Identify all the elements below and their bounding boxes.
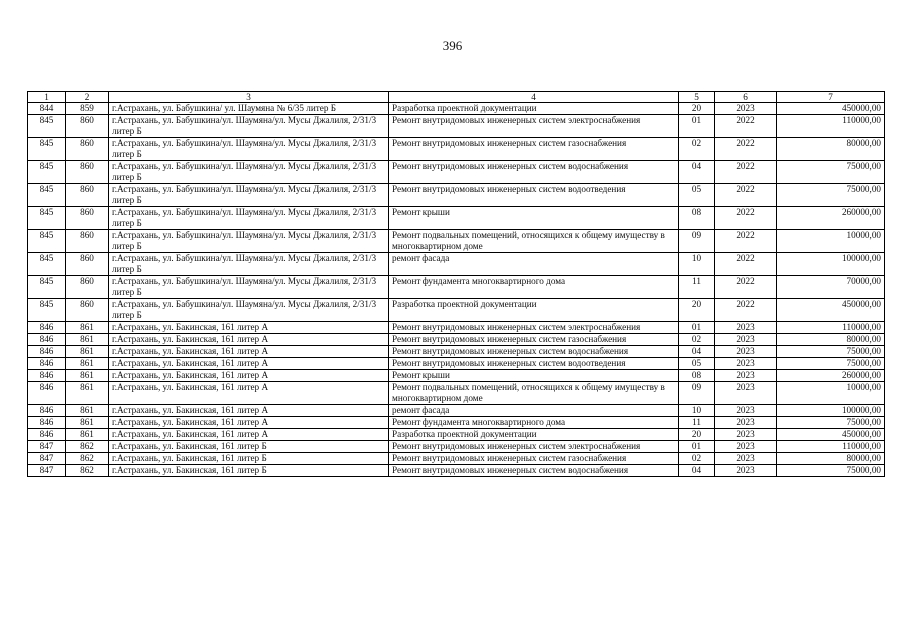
address-cell: г.Астрахань, ул. Бакинская, 161 литер А <box>109 358 389 370</box>
table-row <box>28 299 885 322</box>
work-code-cell: 04 <box>679 465 715 477</box>
cost-cell: 10000,00 <box>777 382 885 405</box>
row-number-cell: 846 <box>28 382 66 405</box>
year-cell: 2023 <box>715 465 777 477</box>
table-row <box>28 253 885 276</box>
year-cell: 2022 <box>715 184 777 207</box>
year-cell: 2022 <box>715 161 777 184</box>
work-type-cell: Разработка проектной документации <box>389 299 679 322</box>
table-row <box>28 322 885 334</box>
work-type-cell: Ремонт внутридомовых инженерных систем газоснабжения <box>389 453 679 465</box>
cost-cell: 110000,00 <box>777 115 885 138</box>
work-code-cell: 20 <box>679 299 715 322</box>
row-number-cell: 847 <box>28 441 66 453</box>
table-row <box>28 334 885 346</box>
table-row <box>28 453 885 465</box>
work-type-cell: ремонт фасада <box>389 405 679 417</box>
table-row <box>28 429 885 441</box>
table-row <box>28 417 885 429</box>
house-id-cell: 860 <box>66 115 109 138</box>
row-number-cell: 845 <box>28 253 66 276</box>
row-number-cell: 846 <box>28 334 66 346</box>
work-type-cell: Ремонт внутридомовых инженерных систем водоотведения <box>389 358 679 370</box>
table-row <box>28 370 885 382</box>
address-cell: г.Астрахань, ул. Бабушкина/ул. Шаумяна/ул. Мусы Джалиля, 2/31/3 литер Б <box>109 253 389 276</box>
table-row <box>28 441 885 453</box>
row-number-cell: 846 <box>28 346 66 358</box>
cost-cell: 70000,00 <box>777 276 885 299</box>
address-cell: г.Астрахань, ул. Бабушкина/ул. Шаумяна/ул. Мусы Джалиля, 2/31/3 литер Б <box>109 207 389 230</box>
work-code-cell: 10 <box>679 405 715 417</box>
cost-cell: 450000,00 <box>777 429 885 441</box>
address-cell: г.Астрахань, ул. Бабушкина/ул. Шаумяна/ул. Мусы Джалиля, 2/31/3 литер Б <box>109 230 389 253</box>
cost-cell: 110000,00 <box>777 441 885 453</box>
page-number: 396 <box>442 38 463 53</box>
house-id-cell: 861 <box>66 358 109 370</box>
house-id-cell: 861 <box>66 405 109 417</box>
year-cell: 2022 <box>715 276 777 299</box>
work-type-cell: Ремонт крыши <box>389 370 679 382</box>
cost-cell: 75000,00 <box>777 161 885 184</box>
year-cell: 2023 <box>715 322 777 334</box>
work-type-cell: Ремонт внутридомовых инженерных систем газоснабжения <box>389 334 679 346</box>
row-number-cell: 845 <box>28 299 66 322</box>
row-number-cell: 845 <box>28 115 66 138</box>
address-cell: г.Астрахань, ул. Бакинская, 161 литер Б <box>109 453 389 465</box>
house-id-cell: 861 <box>66 346 109 358</box>
year-cell: 2023 <box>715 441 777 453</box>
table-row <box>28 358 885 370</box>
table-row <box>28 382 885 405</box>
year-cell: 2023 <box>715 334 777 346</box>
address-cell: г.Астрахань, ул. Бабушкина/ул. Шаумяна/ул. Мусы Джалиля, 2/31/3 литер Б <box>109 161 389 184</box>
row-number-cell: 846 <box>28 417 66 429</box>
cost-cell: 75000,00 <box>777 358 885 370</box>
cost-cell: 450000,00 <box>777 299 885 322</box>
work-code-cell: 09 <box>679 382 715 405</box>
address-cell: г.Астрахань, ул. Бакинская, 161 литер А <box>109 417 389 429</box>
year-cell: 2023 <box>715 358 777 370</box>
house-id-cell: 861 <box>66 334 109 346</box>
cost-cell: 75000,00 <box>777 184 885 207</box>
table-row <box>28 405 885 417</box>
table-row <box>28 115 885 138</box>
row-number-cell: 846 <box>28 429 66 441</box>
work-type-cell: Ремонт внутридомовых инженерных систем водоснабжения <box>389 346 679 358</box>
work-code-cell: 04 <box>679 346 715 358</box>
work-type-cell: Ремонт внутридомовых инженерных систем электроснабжения <box>389 322 679 334</box>
column-header: 2 <box>66 92 109 103</box>
table-row <box>28 161 885 184</box>
work-type-cell: Ремонт внутридомовых инженерных систем электроснабжения <box>389 115 679 138</box>
row-number-cell: 845 <box>28 138 66 161</box>
house-id-cell: 860 <box>66 161 109 184</box>
work-code-cell: 01 <box>679 115 715 138</box>
year-cell: 2023 <box>715 429 777 441</box>
table-row <box>28 346 885 358</box>
table-body <box>28 103 885 477</box>
address-cell: г.Астрахань, ул. Бабушкина/ ул. Шаумяна № 6/35 литер Б <box>109 103 389 115</box>
table-header-row <box>28 92 885 103</box>
house-id-cell: 861 <box>66 370 109 382</box>
house-id-cell: 861 <box>66 322 109 334</box>
cost-cell: 80000,00 <box>777 334 885 346</box>
house-id-cell: 861 <box>66 429 109 441</box>
house-id-cell: 860 <box>66 207 109 230</box>
address-cell: г.Астрахань, ул. Бабушкина/ул. Шаумяна/ул. Мусы Джалиля, 2/31/3 литер Б <box>109 138 389 161</box>
cost-cell: 75000,00 <box>777 346 885 358</box>
work-type-cell: Ремонт внутридомовых инженерных систем водоотведения <box>389 184 679 207</box>
year-cell: 2023 <box>715 417 777 429</box>
table-row <box>28 103 885 115</box>
table-row <box>28 207 885 230</box>
work-type-cell: Ремонт фундамента многоквартирного дома <box>389 417 679 429</box>
row-number-cell: 844 <box>28 103 66 115</box>
cost-cell: 100000,00 <box>777 405 885 417</box>
work-code-cell: 10 <box>679 253 715 276</box>
work-code-cell: 01 <box>679 322 715 334</box>
work-code-cell: 20 <box>679 429 715 441</box>
house-id-cell: 860 <box>66 253 109 276</box>
year-cell: 2022 <box>715 207 777 230</box>
table-row <box>28 184 885 207</box>
table-row <box>28 138 885 161</box>
row-number-cell: 846 <box>28 370 66 382</box>
cost-cell: 260000,00 <box>777 370 885 382</box>
repair-plan-table <box>27 91 885 477</box>
address-cell: г.Астрахань, ул. Бабушкина/ул. Шаумяна/ул. Мусы Джалиля, 2/31/3 литер Б <box>109 276 389 299</box>
work-type-cell: Ремонт внутридомовых инженерных систем газоснабжения <box>389 138 679 161</box>
year-cell: 2022 <box>715 138 777 161</box>
year-cell: 2023 <box>715 346 777 358</box>
house-id-cell: 860 <box>66 138 109 161</box>
work-type-cell: Ремонт подвальных помещений, относящихся к общему имуществу в многоквартирном доме <box>389 382 679 405</box>
table-row <box>28 230 885 253</box>
work-type-cell: Разработка проектной документации <box>389 429 679 441</box>
row-number-cell: 847 <box>28 465 66 477</box>
cost-cell: 260000,00 <box>777 207 885 230</box>
work-code-cell: 09 <box>679 230 715 253</box>
cost-cell: 100000,00 <box>777 253 885 276</box>
house-id-cell: 861 <box>66 382 109 405</box>
row-number-cell: 846 <box>28 405 66 417</box>
work-code-cell: 04 <box>679 161 715 184</box>
work-code-cell: 11 <box>679 276 715 299</box>
row-number-cell: 846 <box>28 322 66 334</box>
work-code-cell: 08 <box>679 207 715 230</box>
year-cell: 2022 <box>715 230 777 253</box>
work-code-cell: 01 <box>679 441 715 453</box>
year-cell: 2022 <box>715 299 777 322</box>
cost-cell: 10000,00 <box>777 230 885 253</box>
work-type-cell: Разработка проектной документации <box>389 103 679 115</box>
column-header: 1 <box>28 92 66 103</box>
row-number-cell: 845 <box>28 184 66 207</box>
address-cell: г.Астрахань, ул. Бакинская, 161 литер Б <box>109 465 389 477</box>
address-cell: г.Астрахань, ул. Бабушкина/ул. Шаумяна/ул. Мусы Джалиля, 2/31/3 литер Б <box>109 115 389 138</box>
address-cell: г.Астрахань, ул. Бакинская, 161 литер А <box>109 405 389 417</box>
work-code-cell: 02 <box>679 334 715 346</box>
work-code-cell: 20 <box>679 103 715 115</box>
work-type-cell: Ремонт подвальных помещений, относящихся к общему имуществу в многоквартирном доме <box>389 230 679 253</box>
column-header: 6 <box>715 92 777 103</box>
work-code-cell: 11 <box>679 417 715 429</box>
address-cell: г.Астрахань, ул. Бакинская, 161 литер А <box>109 382 389 405</box>
year-cell: 2023 <box>715 103 777 115</box>
work-type-cell: Ремонт внутридомовых инженерных систем водоснабжения <box>389 161 679 184</box>
row-number-cell: 847 <box>28 453 66 465</box>
house-id-cell: 860 <box>66 276 109 299</box>
address-cell: г.Астрахань, ул. Бакинская, 161 литер Б <box>109 441 389 453</box>
address-cell: г.Астрахань, ул. Бабушкина/ул. Шаумяна/ул. Мусы Джалиля, 2/31/3 литер Б <box>109 299 389 322</box>
address-cell: г.Астрахань, ул. Бакинская, 161 литер А <box>109 429 389 441</box>
address-cell: г.Астрахань, ул. Бакинская, 161 литер А <box>109 322 389 334</box>
cost-cell: 75000,00 <box>777 465 885 477</box>
row-number-cell: 845 <box>28 161 66 184</box>
house-id-cell: 860 <box>66 184 109 207</box>
house-id-cell: 860 <box>66 299 109 322</box>
row-number-cell: 845 <box>28 207 66 230</box>
work-code-cell: 02 <box>679 453 715 465</box>
row-number-cell: 846 <box>28 358 66 370</box>
address-cell: г.Астрахань, ул. Бакинская, 161 литер А <box>109 334 389 346</box>
work-code-cell: 08 <box>679 370 715 382</box>
house-id-cell: 862 <box>66 441 109 453</box>
work-code-cell: 02 <box>679 138 715 161</box>
column-header: 5 <box>679 92 715 103</box>
year-cell: 2023 <box>715 370 777 382</box>
column-header: 3 <box>109 92 389 103</box>
house-id-cell: 862 <box>66 465 109 477</box>
work-type-cell: Ремонт внутридомовых инженерных систем электроснабжения <box>389 441 679 453</box>
house-id-cell: 862 <box>66 453 109 465</box>
year-cell: 2023 <box>715 405 777 417</box>
work-type-cell: Ремонт внутридомовых инженерных систем водоснабжения <box>389 465 679 477</box>
cost-cell: 110000,00 <box>777 322 885 334</box>
work-type-cell: ремонт фасада <box>389 253 679 276</box>
row-number-cell: 845 <box>28 230 66 253</box>
house-id-cell: 859 <box>66 103 109 115</box>
house-id-cell: 861 <box>66 417 109 429</box>
house-id-cell: 860 <box>66 230 109 253</box>
table-row <box>28 276 885 299</box>
cost-cell: 75000,00 <box>777 417 885 429</box>
work-type-cell: Ремонт крыши <box>389 207 679 230</box>
table-row <box>28 465 885 477</box>
year-cell: 2023 <box>715 382 777 405</box>
work-code-cell: 05 <box>679 358 715 370</box>
cost-cell: 80000,00 <box>777 453 885 465</box>
row-number-cell: 845 <box>28 276 66 299</box>
address-cell: г.Астрахань, ул. Бабушкина/ул. Шаумяна/ул. Мусы Джалиля, 2/31/3 литер Б <box>109 184 389 207</box>
column-header: 7 <box>777 92 885 103</box>
year-cell: 2022 <box>715 115 777 138</box>
year-cell: 2023 <box>715 453 777 465</box>
work-type-cell: Ремонт фундамента многоквартирного дома <box>389 276 679 299</box>
cost-cell: 80000,00 <box>777 138 885 161</box>
cost-cell: 450000,00 <box>777 103 885 115</box>
year-cell: 2022 <box>715 253 777 276</box>
column-header: 4 <box>389 92 679 103</box>
address-cell: г.Астрахань, ул. Бакинская, 161 литер А <box>109 346 389 358</box>
address-cell: г.Астрахань, ул. Бакинская, 161 литер А <box>109 370 389 382</box>
work-code-cell: 05 <box>679 184 715 207</box>
